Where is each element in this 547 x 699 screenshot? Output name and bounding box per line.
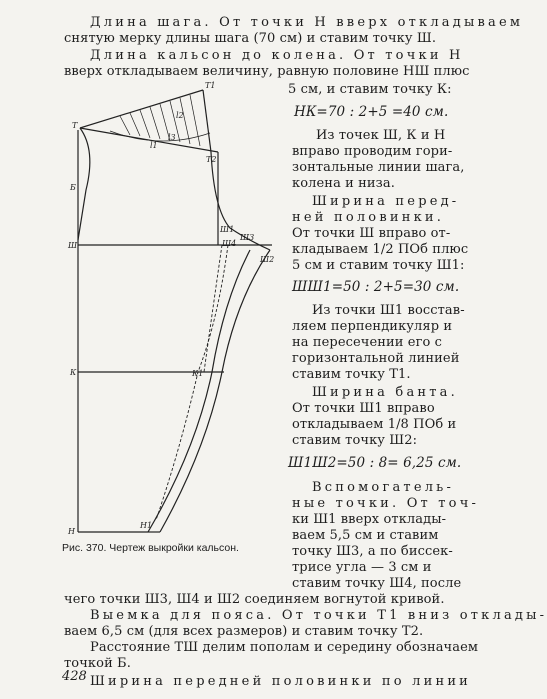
- right-line: вправо проводим гори-: [292, 144, 453, 159]
- right-line: горизонтальной линией: [292, 351, 460, 366]
- label-l1: l1: [150, 141, 158, 150]
- label-N: Н: [68, 527, 75, 536]
- dashed-center-line: [156, 245, 228, 520]
- label-B: Б: [70, 183, 76, 192]
- right-line: От точки Ш1 вправо: [292, 401, 435, 416]
- right-line: ляем перпендикуляр и: [292, 319, 453, 334]
- text-line-4: вверх откладываем величину, равную половине НШ плюс: [64, 64, 470, 79]
- inner-seam-2: [148, 250, 250, 532]
- inner-seam: [160, 250, 270, 532]
- right-line: 5 см, и ставим точку К:: [288, 82, 452, 97]
- front-rise-line: [203, 90, 211, 152]
- page-number: 428: [62, 669, 87, 684]
- right-line: ставим точку Т1.: [292, 367, 411, 382]
- right-line: ставим точку Ш2:: [292, 433, 418, 448]
- label-l2: l2: [176, 111, 184, 120]
- right-line: зонтальные линии шага,: [292, 160, 465, 175]
- right-line: колена и низа.: [292, 176, 395, 191]
- label-Sh: Ш: [68, 241, 78, 250]
- label-T: Т: [72, 121, 78, 130]
- label-T2: Т2: [206, 155, 217, 164]
- text-line-1: Длина шага. От точки Н вверх откладываем: [90, 15, 524, 30]
- waist-line: [80, 90, 203, 128]
- right-line: Из точек Ш, К и Н: [316, 128, 446, 143]
- text-line-bottom-6: Ширина передней половинки по линии: [90, 674, 472, 689]
- right-line: От точки Ш вправо от-: [292, 226, 451, 241]
- dashed-center-line-2: [204, 245, 222, 372]
- right-line: на пересечении его с: [292, 335, 443, 350]
- formula-nk: НК=70 : 2+5 =40 см.: [294, 104, 449, 120]
- heading-aux-points: Вспомогатель-: [312, 480, 455, 495]
- right-line: ки Ш1 вверх отклады-: [292, 512, 447, 527]
- figure-caption: Рис. 370. Чертеж выкройки кальсон.: [62, 542, 239, 554]
- text-line-2: снятую мерку длины шага (70 см) и ставим точку Ш.: [64, 31, 437, 46]
- right-line: трисе угла — 3 см и: [292, 560, 432, 575]
- right-line: Из точки Ш1 восстав-: [312, 303, 465, 318]
- label-Sh4: Ш4: [222, 239, 237, 248]
- right-line: ные точки. От точ-: [292, 496, 480, 511]
- text-line-bottom-5: точкой Б.: [64, 656, 131, 671]
- label-Sh2: Ш2: [260, 255, 275, 264]
- label-Sh3: Ш3: [240, 233, 255, 242]
- heading-bow-width: Ширина банта.: [312, 385, 458, 400]
- right-line: точку Ш3, а по биссек-: [292, 544, 453, 559]
- label-K1: К1: [192, 369, 204, 378]
- side-seam-top: [78, 128, 90, 240]
- heading-front-width-2: ней половинки.: [292, 210, 445, 225]
- label-l3: l3: [168, 133, 176, 142]
- text-line-bottom-3: ваем 6,5 см (для всех размеров) и ставим точку Т2.: [64, 624, 424, 639]
- right-line: кладываем 1/2 ПОб плюс: [292, 242, 469, 257]
- text-line-3: Длина кальсон до колена. От точки Н: [90, 48, 464, 63]
- text-line-bottom-1: чего точки Ш3, Ш4 и Ш2 соединяем вогнутой кривой.: [64, 592, 445, 607]
- curved-waist-dart: [110, 131, 210, 141]
- right-line: откладываем 1/8 ПОб и: [292, 417, 457, 432]
- heading-waist: Выемка для пояса. От точки Т1 вниз отклады-: [90, 608, 547, 623]
- right-line: 5 см и ставим точку Ш1:: [292, 258, 465, 273]
- right-line: ваем 5,5 см и ставим: [292, 528, 439, 543]
- heading-front-width: Ширина перед-: [312, 194, 460, 209]
- label-Sh1: Ш1: [220, 225, 235, 234]
- formula-sh1sh2: Ш1Ш2=50 : 8= 6,25 см.: [288, 455, 462, 471]
- text-line-bottom-4: Расстояние ТШ делим пополам и середину обозначаем: [90, 640, 479, 655]
- right-line: ставим точку Ш4, после: [292, 576, 462, 591]
- label-K: К: [70, 368, 77, 377]
- label-T1: Т1: [205, 81, 216, 90]
- label-H1: Н1: [140, 521, 153, 530]
- formula-shsh1: ШШ1=50 : 2+5=30 см.: [292, 279, 460, 295]
